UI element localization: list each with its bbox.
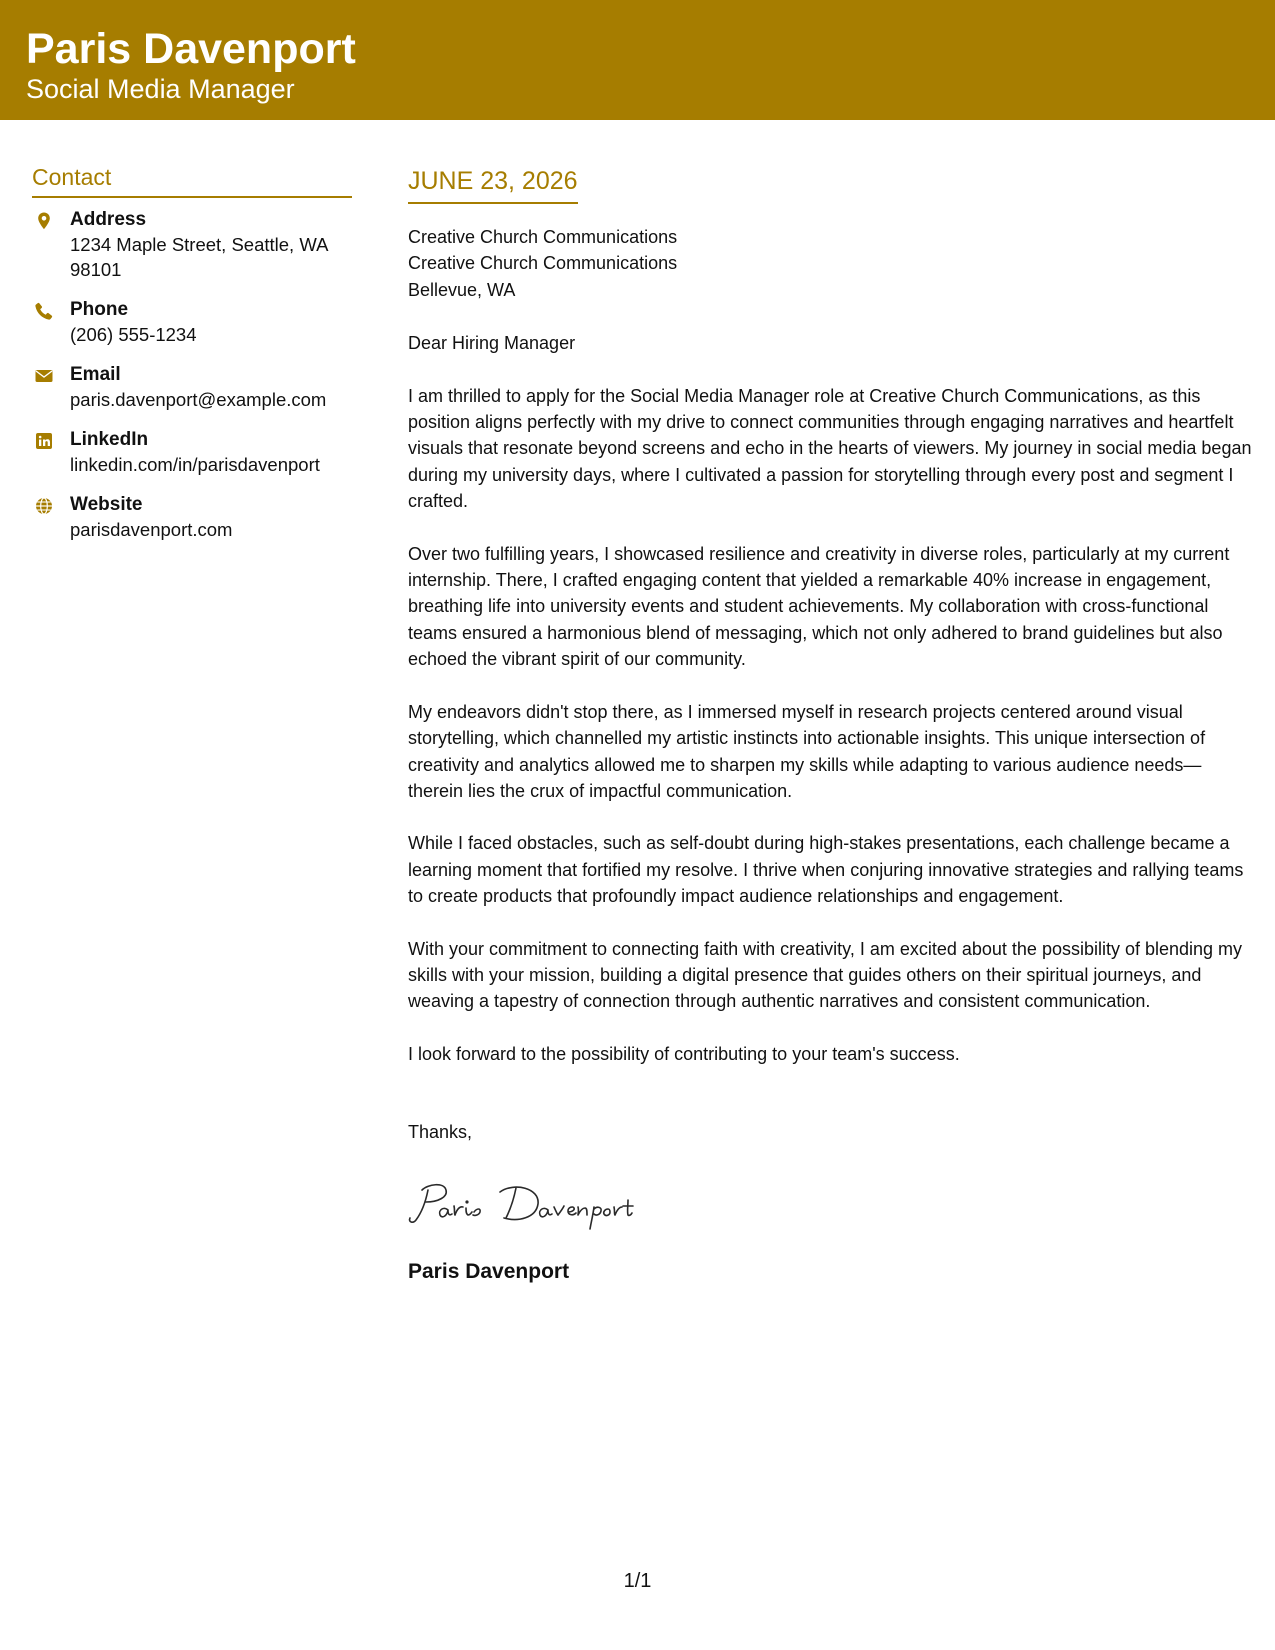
signature-graphic <box>408 1176 668 1236</box>
handwritten-signature <box>408 1176 1253 1236</box>
greeting: Dear Hiring Manager <box>408 333 576 354</box>
candidate-role: Social Media Manager <box>26 74 295 104</box>
paragraph: I am thrilled to apply for the Social Media Manager role at Creative Church Communications, as this position aligns perfectly with my drive to connect communities through engaging narratives and heartfelt visuals that resonate beyond screens and echo in the hearts of viewers. My journey in social media began during my university days, where I cultivated a passion for storytelling through every post and segment I crafted. <box>408 385 1252 512</box>
contact-phone <box>32 298 352 347</box>
paragraph: While I faced obstacles, such as self-doubt during high-stakes presentations, each challenge became a learning moment that fortified my resolve. I thrive when conjuring innovative strategies and rallying teams to create products that profoundly impact audience relationships and engagement. <box>408 833 1244 907</box>
linkedin-icon <box>34 431 54 451</box>
phone-icon <box>34 301 54 321</box>
contact-value: parisdavenport.com <box>70 519 233 540</box>
contact-label: Email <box>70 364 121 385</box>
contact-value: linkedin.com/in/parisdavenport <box>70 454 320 475</box>
closing: Thanks, <box>408 1122 473 1143</box>
paragraph: With your commitment to connecting faith with creativity, I am excited about the possibility of blending my skills with your mission, building a digital presence that guides others on their spiritual journeys, and weaving a tapestry of connection through authentic narratives and consistent communication. <box>408 938 1243 1012</box>
contact-website <box>32 493 352 542</box>
map-pin-icon <box>34 211 54 231</box>
page-number: 1/1 <box>623 1570 652 1592</box>
recipient-line: Creative Church Communications <box>408 253 678 274</box>
contact-heading: Contact <box>32 160 352 198</box>
contact-sidebar <box>32 160 352 558</box>
candidate-name: Paris Davenport <box>26 25 356 73</box>
header-banner <box>0 0 1275 120</box>
letter-date: JUNE 23, 2026 <box>408 164 578 204</box>
recipient-line: Creative Church Communications <box>408 227 678 247</box>
letter-body <box>408 164 1253 1286</box>
contact-value: (206) 555-1234 <box>70 324 197 345</box>
recipient-block <box>408 224 1253 303</box>
contact-address <box>32 208 352 282</box>
contact-value: 1234 Maple Street, Seattle, WA 98101 <box>70 234 328 280</box>
globe-icon <box>34 496 54 516</box>
contact-linkedin <box>32 428 352 477</box>
contact-email <box>32 363 352 412</box>
signer-name: Paris Davenport <box>408 1259 570 1283</box>
recipient-line: Bellevue, WA <box>408 279 516 300</box>
contact-label: Phone <box>70 299 129 320</box>
paragraph: My endeavors didn't stop there, as I immersed myself in research projects centered around visual storytelling, which channelled my artistic instincts into actionable insights. This unique intersection of creativity and analytics allowed me to sharpen my skills while adapting to various audience needs—therein lies the crux of impactful communication. <box>408 701 1206 801</box>
contact-label: Website <box>70 494 143 515</box>
paragraph: Over two fulfilling years, I showcased resilience and creativity in diverse roles, particularly at my current internship. There, I crafted engaging content that yielded a remarkable 40% increase in engagement, breathing life into university events and student achievements. My collaboration with cross-functional teams ensured a harmonious blend of messaging, which not only adhered to brand guidelines but also echoed the vibrant spirit of our community. <box>408 543 1230 670</box>
envelope-icon <box>34 366 54 386</box>
contact-value: paris.davenport@example.com <box>70 389 327 410</box>
paragraph: I look forward to the possibility of contributing to your team's success. <box>408 1043 960 1064</box>
contact-label: LinkedIn <box>70 429 149 450</box>
contact-label: Address <box>70 209 147 230</box>
